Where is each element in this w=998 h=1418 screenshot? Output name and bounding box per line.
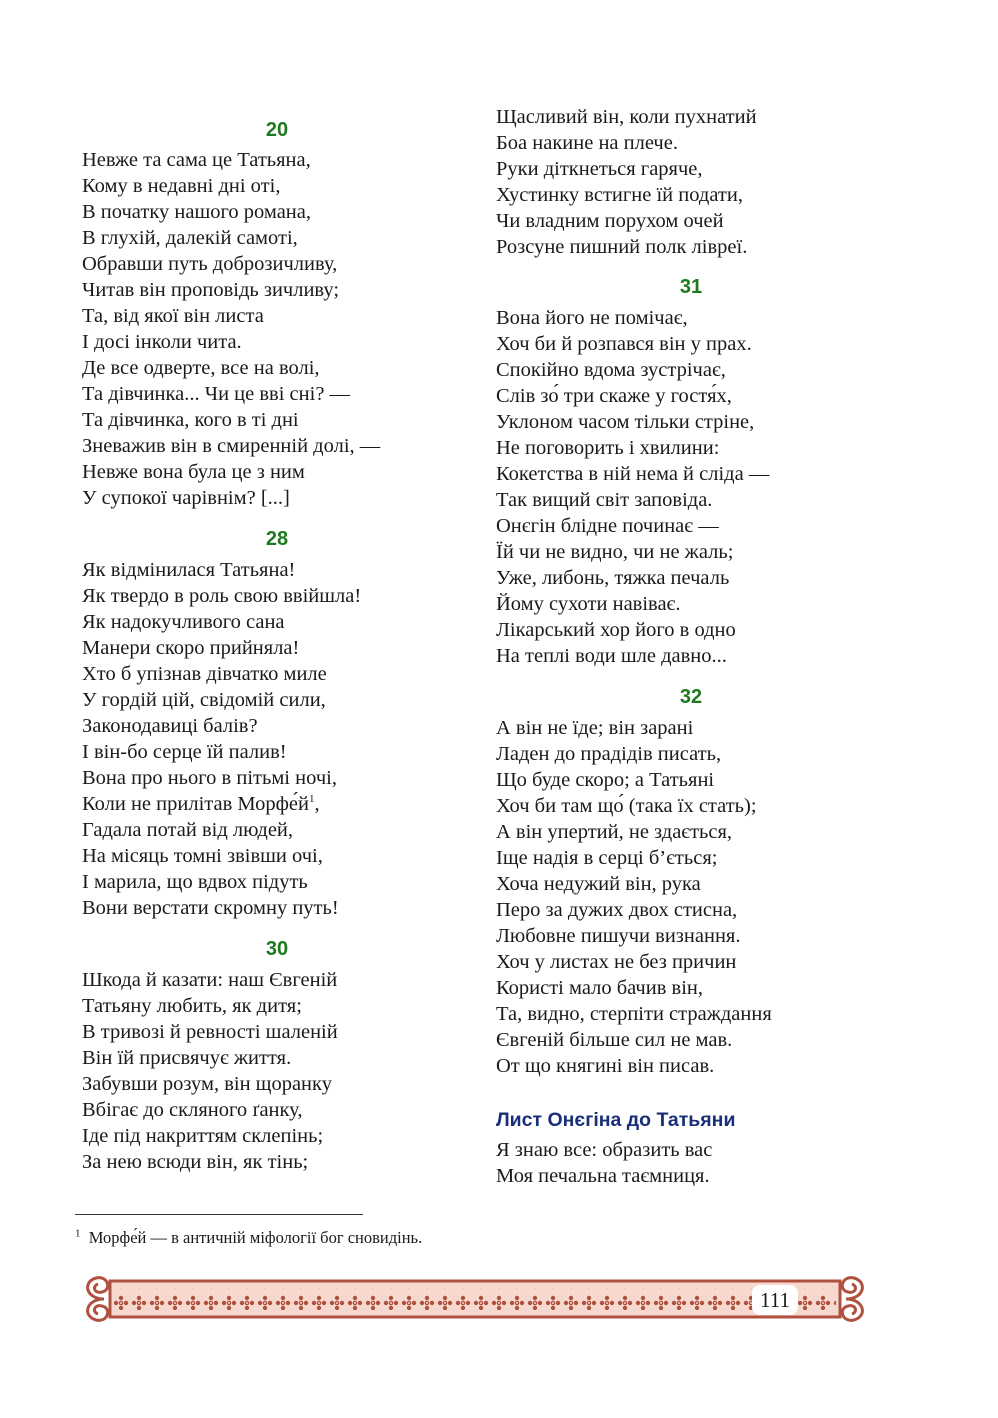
verse-line: У гордій цій, свідомій сили,	[82, 689, 326, 711]
verse-line: Хто б упізнав дівчатко миле	[82, 663, 327, 685]
verse-line: Моя печальна таємниця.	[496, 1165, 710, 1187]
verse-line: Уже, либонь, тяжка печаль	[496, 567, 730, 589]
verse-line: Вони верстати скромну путь!	[82, 897, 339, 919]
verse-line: Хустинку встигне їй подати,	[496, 184, 743, 206]
verse-line: Не поговорить і хвилини:	[496, 437, 720, 459]
verse-line: Розсуне пишний полк лівреї.	[496, 236, 748, 258]
verse-line: Уклоном часом тільки стріне,	[496, 411, 755, 433]
verse-line: Хоч у листах не без причин	[496, 951, 737, 973]
verse-line-with-footnote	[82, 791, 361, 817]
verse-line: За нею всюди він, як тінь;	[82, 1151, 309, 1173]
stanza-number-30: 30	[265, 938, 289, 960]
verse-line: Так вищий світ заповіда.	[496, 489, 713, 511]
verse-line: Боа накине на плече.	[496, 132, 678, 154]
verse-line: Хоча недужий він, рука	[496, 873, 701, 895]
verse-line: Шкода й казати: наш Євгеній	[82, 969, 338, 991]
verse-line: На теплі води шле давно...	[496, 645, 727, 667]
stanza-number-28: 28	[265, 528, 289, 550]
verse-line: Вона про нього в пітьмі ночі,	[82, 767, 337, 789]
footnote-text: Морфе́й — в античній міфології бог сновидінь.	[88, 1228, 423, 1247]
verse-line: Перо за дужих двох стисна,	[496, 899, 738, 921]
verse-line: Руки діткнеться гаряче,	[496, 158, 703, 180]
footnote	[75, 1227, 422, 1249]
verse-line: Спокійно вдома зустрічає,	[496, 359, 726, 381]
verse-line: Чи владним порухом очей	[496, 210, 724, 232]
verse-line: Він їй присвячує життя.	[82, 1047, 292, 1069]
verse-line: І він-бо серце їй палив!	[82, 741, 287, 763]
verse-line: Невже та сама це Татьяна,	[82, 149, 311, 171]
stanza-20-lines	[82, 147, 380, 511]
verse-line: Євгеній більше сил не мав.	[496, 1029, 733, 1051]
verse-line: Вбігає до скляного ґанку,	[82, 1099, 303, 1121]
verse-line: Та, видно, стерпіти страждання	[496, 1003, 772, 1025]
verse-line: Хоч би там що́ (така їх стать);	[496, 795, 757, 817]
verse-line: А він упертий, не здається,	[496, 821, 733, 843]
verse-line: В тривозі й ревності шаленій	[82, 1021, 338, 1043]
verse-line: Невже вона була це з ним	[82, 461, 305, 483]
stanza-30-continued-lines	[496, 104, 757, 260]
verse-line: Законодавиці балів?	[82, 715, 258, 737]
verse-line: Користі мало бачив він,	[496, 977, 703, 999]
stanza-number-31: 31	[679, 276, 703, 298]
verse-line: В початку нашого романа,	[82, 201, 311, 223]
verse-line: Іде під накриттям склепінь;	[82, 1125, 324, 1147]
verse-line: Я знаю все: образить вас	[496, 1139, 713, 1161]
ornament-right-scroll	[842, 1278, 862, 1321]
letter-lines	[496, 1137, 712, 1189]
footnote-marker: 1	[75, 1227, 81, 1240]
verse-line: Їй чи не видно, чи не жаль;	[496, 541, 734, 563]
verse-line: Хоч би й розпався він у прах.	[496, 333, 752, 355]
letter-title: Лист Онєгіна до Татьяни	[496, 1109, 736, 1131]
stanza-number-20: 20	[265, 119, 289, 141]
verse-line: Щасливий він, коли пухнатий	[496, 106, 757, 128]
verse-line: Зневажив він в смиренній долі, —	[82, 435, 381, 457]
verse-line: Та дівчинка... Чи це вві сні? —	[82, 383, 351, 405]
verse-line: Татьяну любить, як дитя;	[82, 995, 302, 1017]
stanza-32-lines	[496, 715, 772, 1079]
verse-line: І досі інколи чита.	[82, 331, 242, 353]
stanza-30-lines	[82, 967, 338, 1175]
verse-line: Як твердо в роль свою ввійшла!	[82, 585, 362, 607]
verse-line: Онєгін блідне починає —	[496, 515, 719, 537]
verse-line: Як надокучливого сана	[82, 611, 285, 633]
verse-line: Манери скоро прийняла!	[82, 637, 300, 659]
verse-line: Та дівчинка, кого в ті дні	[82, 409, 299, 431]
verse-line: А він не їде; він зарані	[496, 717, 694, 739]
verse-line: Кокетства в ній нема й сліда —	[496, 463, 770, 485]
stanza-31-lines	[496, 305, 769, 669]
verse-line: Любовне пишучи визнання.	[496, 925, 741, 947]
verse-line: Читав він проповідь зичливу;	[82, 279, 340, 301]
verse-line: Іще надія в серці б’ється;	[496, 847, 718, 869]
verse-line: Лікарський хор його в одно	[496, 619, 736, 641]
ornament-left-scroll	[88, 1278, 108, 1321]
stanza-number-32: 32	[679, 686, 703, 708]
page-number: 111	[752, 1285, 798, 1315]
verse-line: Вона його не помічає,	[496, 307, 688, 329]
verse-line: Кому в недавні дні оті,	[82, 175, 281, 197]
verse-line: Обравши путь доброзичливу,	[82, 253, 338, 275]
verse-line: Ладен до прадідів писать,	[496, 743, 722, 765]
verse-line: І марила, що вдвох підуть	[82, 871, 308, 893]
verse-line: Забувши розум, він щоранку	[82, 1073, 332, 1095]
verse-line: На місяць томні звівши очі,	[82, 845, 323, 867]
verse-line: Де все одверте, все на волі,	[82, 357, 320, 379]
verse-punctuation: ,	[314, 793, 320, 815]
verse-line: В глухій, далекій самоті,	[82, 227, 298, 249]
verse-line: Що буде скоро; а Татьяні	[496, 769, 715, 791]
verse-text: Коли не прилітав Морфе́й	[82, 793, 309, 815]
footnote-divider	[75, 1214, 363, 1215]
verse-line: Слів зо́ три скаже у гостя́х,	[496, 385, 732, 407]
verse-line: От що княгині він писав.	[496, 1055, 715, 1077]
verse-line: Йому сухоти навіває.	[496, 593, 681, 615]
verse-line: У супокої чарівнім? [...]	[82, 487, 290, 509]
verse-line: Як відмінилася Татьяна!	[82, 559, 296, 581]
verse-line: Гадала потай від людей,	[82, 819, 294, 841]
verse-line: Та, від якої він листа	[82, 305, 264, 327]
stanza-28-lines	[82, 557, 361, 921]
footnote-marker: 1	[308, 793, 315, 806]
